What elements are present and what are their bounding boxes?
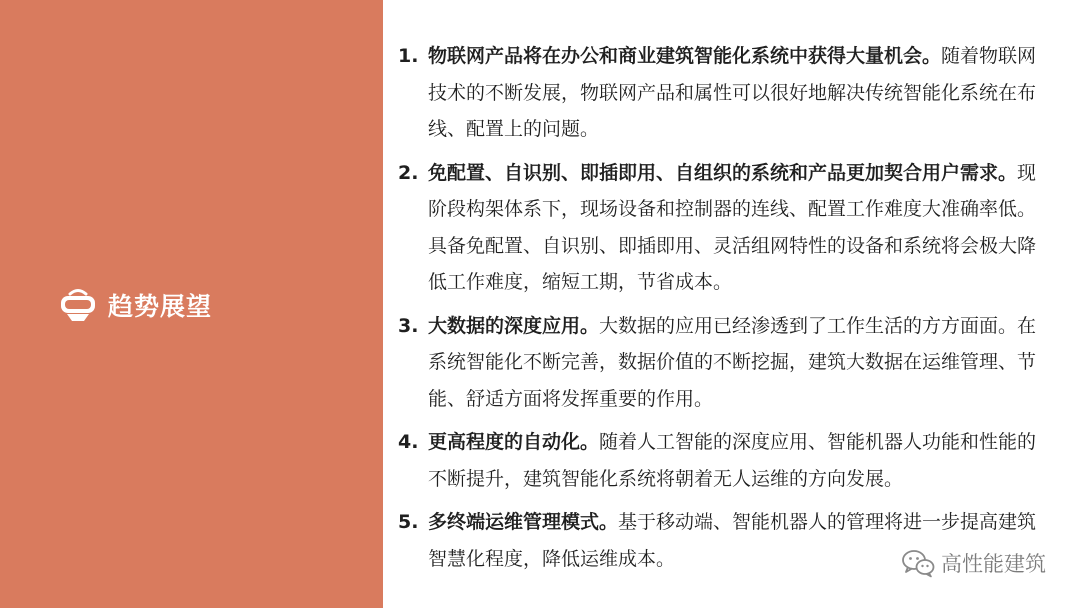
item-heading: 免配置、自识别、即插即用、自组织的系统和产品更加契合用户需求。 bbox=[428, 161, 1018, 184]
item-body: 基于移动端、智能机器人的管理将进一步提高建筑智慧化程度，降低运维成本。 bbox=[428, 511, 1037, 570]
item-body: 随着物联网技术的不断发展，物联网产品和属性可以很好地解决传统智能化系统在布线、配置上的问题。 bbox=[428, 45, 1037, 140]
item-heading: 大数据的深度应用。 bbox=[428, 314, 600, 337]
item-heading: 多终端运维管理模式。 bbox=[428, 511, 619, 533]
wechat-icon bbox=[901, 548, 935, 578]
item-number: 1. bbox=[398, 45, 419, 67]
item-body: 现阶段构架体系下，现场设备和控制器的连线、配置工作难度大准确率低。具备免配置、自识别、即插即用、灵活组网特性的设备和系统将会极大降低工作难度，缩短工期，节省成本。 bbox=[428, 161, 1037, 293]
item-number: 2. bbox=[398, 161, 419, 184]
list-item bbox=[398, 38, 1043, 148]
item-body: 大数据的应用已经渗透到了工作生活的方方面面。在系统智能化不断完善，数据价值的不断挖掘，建筑大数据在运维管理、节能、舒适方面将发挥重要的作用。 bbox=[428, 314, 1037, 410]
item-body: 随着人工智能的深度应用、智能机器人功能和性能的不断提升，建筑智能化系统将朝着无人运维的方向发展。 bbox=[428, 431, 1037, 490]
item-number: 4. bbox=[398, 431, 419, 453]
section-title: 趋势展望 bbox=[108, 292, 213, 321]
item-heading: 物联网产品将在办公和商业建筑智能化系统中获得大量机会。 bbox=[428, 45, 942, 67]
list-item bbox=[398, 424, 1043, 497]
item-number: 3. bbox=[398, 314, 419, 337]
left-panel bbox=[0, 0, 383, 608]
vr-headset-icon bbox=[58, 285, 98, 325]
list-item bbox=[398, 308, 1043, 418]
list-item bbox=[398, 155, 1043, 301]
item-heading: 更高程度的自动化。 bbox=[428, 431, 600, 453]
section-title-block bbox=[58, 283, 212, 327]
trend-list bbox=[398, 38, 1043, 584]
watermark-text: 高性能建筑 bbox=[941, 552, 1046, 576]
item-number: 5. bbox=[398, 511, 419, 533]
watermark bbox=[901, 548, 1046, 578]
